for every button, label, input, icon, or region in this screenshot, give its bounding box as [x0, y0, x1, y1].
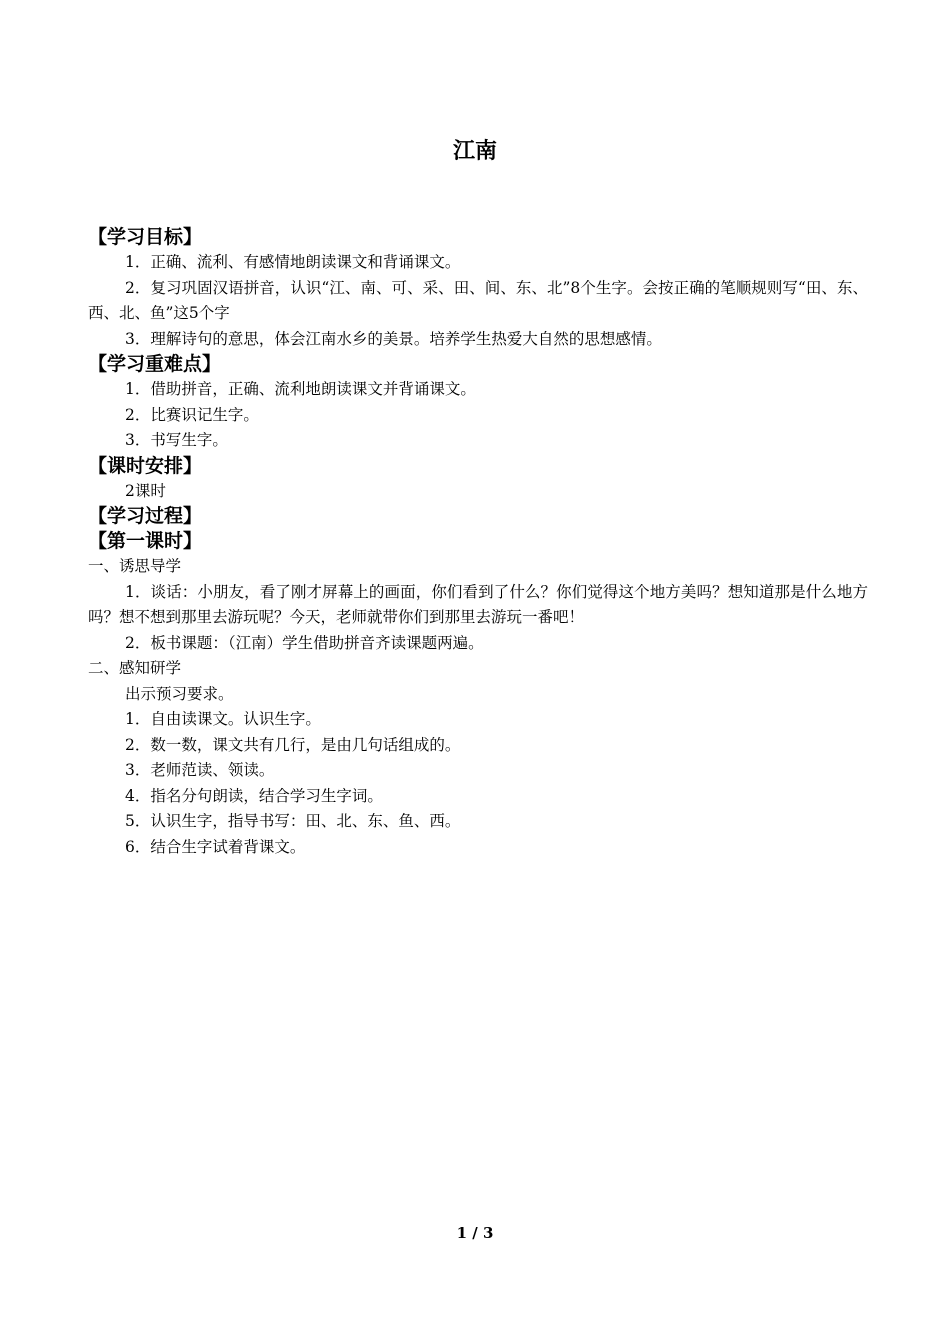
part2-item-2: 2．数一数，课文共有几行，是由几句话组成的。: [125, 735, 461, 754]
heading-schedule: 【课时安排】: [88, 454, 203, 477]
schedule-text: 2课时: [125, 481, 166, 500]
part1-item-2: 2．板书课题：（江南）学生借助拼音齐读课题两遍。: [125, 633, 484, 652]
part2-item-6: 6．结合生字试着背课文。: [125, 837, 306, 856]
key-point-item-3: 3．书写生字。: [125, 431, 228, 449]
part2-item-1: 1．自由读课文。认识生字。: [125, 710, 321, 728]
part-title-1: 一、诱思导学: [88, 557, 182, 575]
heading-first-lesson: 【第一课时】: [88, 530, 203, 552]
key-point-item-1: 1．借助拼音，正确、流利地朗读课文并背诵课文。: [125, 380, 476, 398]
key-point-item-2: 2．比赛识记生字。: [125, 405, 259, 424]
part2-intro: 出示预习要求。: [125, 684, 234, 703]
part2-item-3: 3．老师范读、领读。: [125, 761, 275, 779]
document-title: 江南: [452, 138, 497, 164]
page-number: 1 / 3: [456, 1224, 494, 1242]
heading-learning-goals: 【学习目标】: [88, 226, 203, 248]
part2-item-4: 4．指名分句朗读，结合学习生字词。: [125, 786, 383, 805]
part2-item-5: 5．认识生字，指导书写：田、北、东、鱼、西。: [125, 812, 461, 830]
heading-key-points: 【学习重难点】: [88, 353, 222, 375]
goal-item-3: 3．理解诗句的意思，体会江南水乡的美景。培养学生热爱大自然的思想感情。: [125, 329, 662, 348]
part-title-2: 二、感知研学: [88, 659, 182, 677]
goal-item-2: 2．复习巩固汉语拼音，认识“江、南、可、采、田、间、东、北”8个生字。会按正确的笔顺规则写“田、东、西、北、鱼”这5个字: [88, 278, 868, 322]
goal-item-1: 1．正确、流利、有感情地朗读课文和背诵课文。: [125, 253, 461, 271]
heading-learning-process: 【学习过程】: [88, 505, 203, 527]
part1-item-1: 1．谈话：小朋友，看了刚才屏幕上的画面，你们看到了什么？你们觉得这个地方美吗？想知道那是什么地方吗？想不想到那里去游玩呢？今天，老师就带你们到那里去游玩一番吧！: [88, 582, 868, 626]
document-body: [88, 225, 868, 860]
